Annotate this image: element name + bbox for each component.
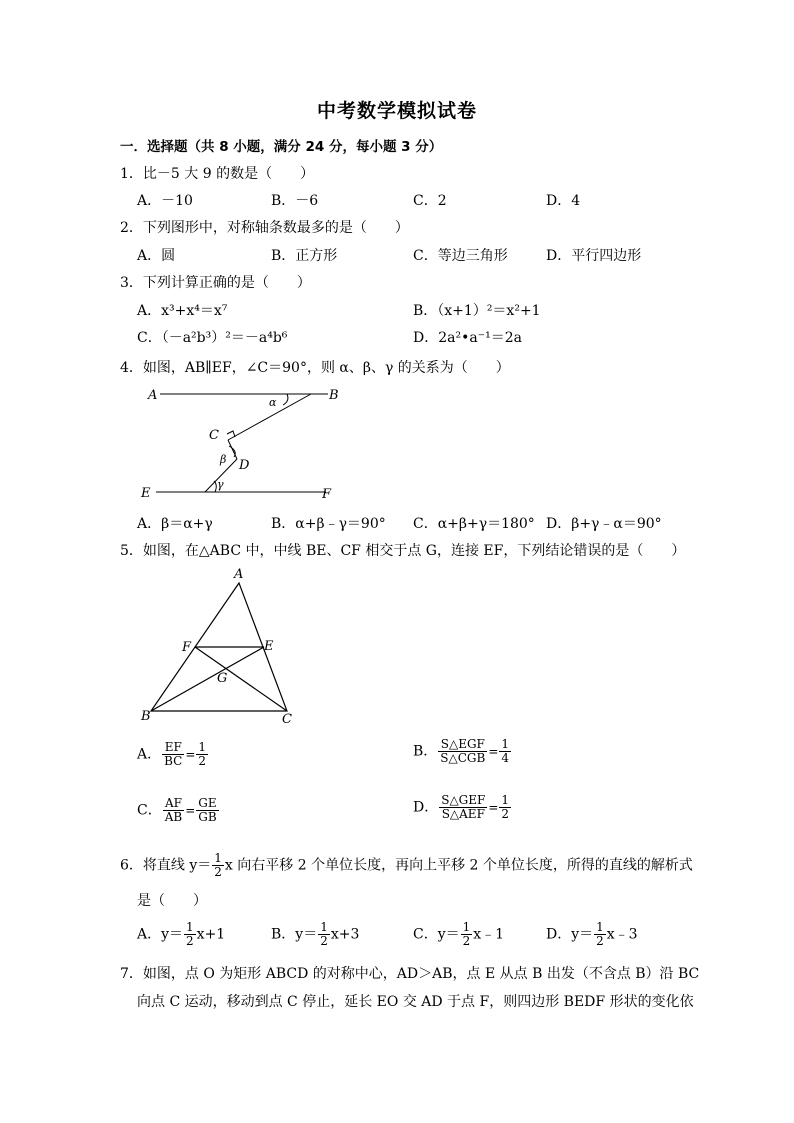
q6-option-b: B．y＝ $\frac{1}{2}$ x+3 — [271, 920, 360, 948]
q6-option-a: A．y＝ $\frac{1}{2}$ x+1 — [137, 920, 226, 948]
q4-label-gamma: γ — [217, 478, 224, 491]
q1-option-b: B．－6 — [271, 193, 319, 209]
q5-option-b: B． $\frac{\text{S△EGF}}{\text{S△CGB}}$ = $\frac{1}{4}$ — [413, 737, 510, 765]
q5-option-c: C． $\frac{AF}{AB}$ = $\frac{GE}{GB}$ — [137, 796, 217, 824]
question-4-stem: 4．如图，AB∥EF，∠C＝90°，则 α、β、γ 的关系为（ ） — [120, 360, 510, 376]
q4-option-d: D．β+γ﹣α＝90° — [546, 516, 662, 532]
q1-option-c: C．2 — [413, 193, 447, 209]
q3-option-b: B．（x+1）²＝x²+1 — [413, 303, 541, 319]
q4-label-f: F — [322, 487, 332, 502]
question-7-stem-continued: 向点 C 运动，移动到点 C 停止，延长 EO 交 AD 于点 F，则四边形 BEDF 形状的变化依 — [137, 994, 694, 1010]
q6-option-d: D．y＝ $\frac{1}{2}$ x﹣3 — [546, 920, 638, 948]
q3-option-c: C．（－a²b³）²＝－a⁴b⁶ — [137, 330, 288, 346]
q2-option-a: A．圆 — [137, 248, 176, 264]
question-6-stem-continued: 是（ ） — [137, 893, 207, 909]
q4-label-b: B — [329, 388, 339, 403]
q2-option-b: B．正方形 — [271, 248, 338, 264]
section-heading: 一．选择题（共 8 小题，满分 24 分，每小题 3 分） — [120, 139, 443, 155]
question-6-stem: 6．将直线 y＝ $\frac{1}{2}$ x 向右平移 2 个单位长度，再向上平移 2 个单位长度，所得的直线的解析式 — [120, 851, 693, 879]
q5-option-d: D． $\frac{\text{S△GEF}}{\text{S△AEF}}$ = $\frac{1}{2}$ — [413, 793, 510, 821]
question-7-stem: 7．如图，点 O 为矩形 ABCD 的对称中心，AD＞AB，点 E 从点 B 出发（不含点 B）沿 BC — [120, 966, 700, 982]
q2-option-c: C．等边三角形 — [413, 248, 508, 264]
q5-label-b: B — [141, 709, 151, 724]
q4-label-a: A — [148, 388, 158, 403]
q5-triangle-figure — [138, 565, 298, 730]
q5-label-c: C — [282, 712, 292, 727]
q5-label-g: G — [217, 671, 228, 686]
q2-option-d: D．平行四边形 — [546, 248, 642, 264]
q4-option-a: A．β＝α+γ — [137, 516, 213, 532]
q4-option-c: C．α+β+γ＝180° — [413, 516, 535, 532]
question-3-stem: 3．下列计算正确的是（ ） — [120, 275, 311, 291]
q1-option-a: A．－10 — [137, 193, 193, 209]
q5-label-e: E — [264, 639, 274, 654]
q4-label-e: E — [141, 486, 151, 501]
q4-parallel-lines-figure — [138, 380, 343, 505]
question-1-stem: 1．比－5 大 9 的数是（ ） — [120, 166, 315, 182]
q1-option-d: D．4 — [546, 193, 581, 209]
q4-label-d: D — [239, 458, 250, 473]
question-2-stem: 2．下列图形中，对称轴条数最多的是（ ） — [120, 220, 409, 236]
q3-option-a: A．x³+x⁴＝x⁷ — [137, 303, 228, 319]
question-5-stem: 5．如图，在△ABC 中，中线 BE、CF 相交于点 G，连接 EF，下列结论错误的是（ ） — [120, 543, 686, 559]
q5-label-f: F — [182, 640, 192, 655]
q4-label-c: C — [209, 428, 219, 443]
q4-option-b: B．α+β﹣γ＝90° — [271, 516, 386, 532]
q5-option-a: A． $\frac{EF}{BC}$ = $\frac{1}{2}$ — [137, 740, 207, 768]
q5-label-a: A — [234, 567, 244, 582]
q4-label-beta: β — [220, 453, 227, 466]
q3-option-d: D．2a²•a⁻¹＝2a — [413, 330, 522, 346]
q6-option-c: C．y＝ $\frac{1}{2}$ x﹣1 — [413, 920, 505, 948]
page-title: 中考数学模拟试卷 — [316, 100, 477, 122]
q4-label-alpha: α — [269, 396, 277, 409]
